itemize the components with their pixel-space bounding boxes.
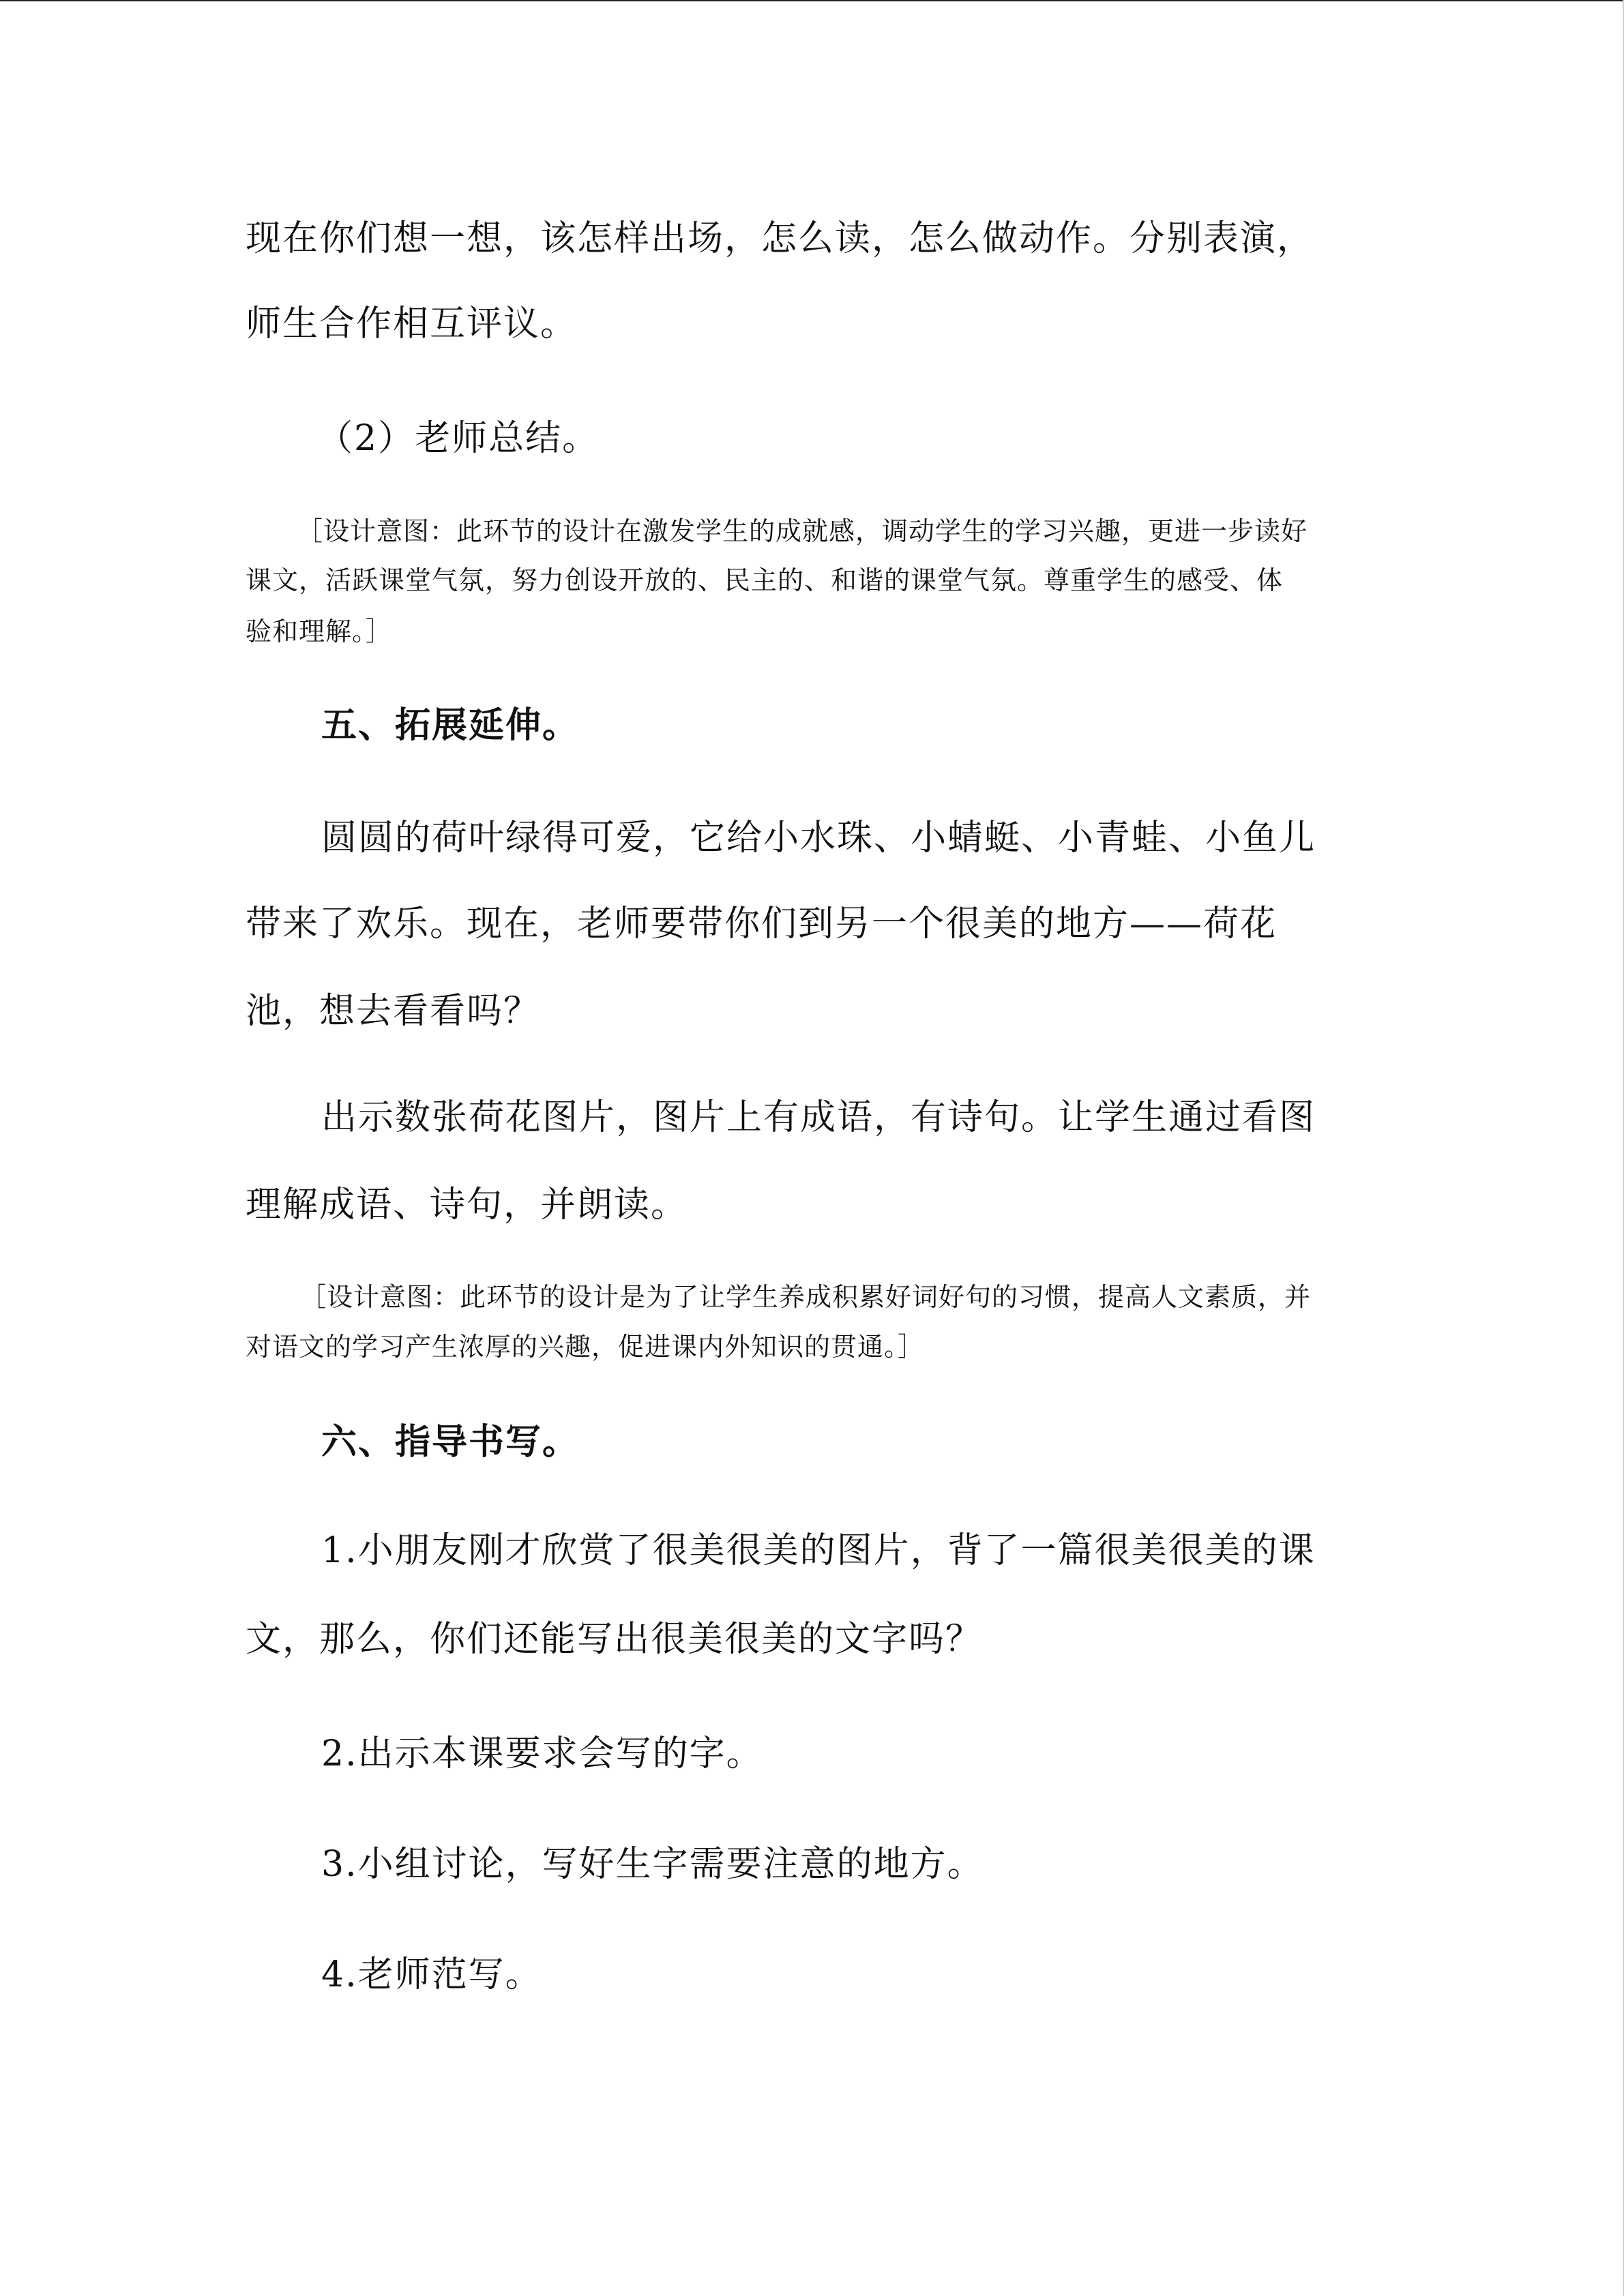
design-note-line: 对语文的学习产生浓厚的兴趣，促进课内外知识的贯通。］ bbox=[246, 1332, 925, 1362]
list-item-step-4: 4.老师范写。 bbox=[321, 1954, 542, 1995]
list-item-step-1: 1.小朋友刚才欣赏了很美很美的图片，背了一篇很美很美的课 bbox=[321, 1530, 1316, 1571]
design-note-line: 验和理解。］ bbox=[246, 616, 393, 646]
section-heading-extension: 五、拓展延伸。 bbox=[321, 704, 580, 746]
paragraph-line: 师生合作相互评议。 bbox=[246, 303, 578, 344]
design-note-line: 课文，活跃课堂气氛，努力创设开放的、民主的、和谐的课堂气氛。尊重学生的感受、体 bbox=[246, 565, 1284, 595]
paragraph-line: 现在你们想一想，该怎样出场，怎么读，怎么做动作。分别表演， bbox=[246, 218, 1314, 259]
design-note-line: ［设计意图：此环节的设计在激发学生的成就感，调动学生的学习兴趣，更进一步读好 bbox=[297, 516, 1308, 546]
design-note-line: ［设计意图：此环节的设计是为了让学生养成积累好词好句的习惯，提高人文素质，并 bbox=[300, 1282, 1312, 1312]
paragraph-line: 理解成语、诗句，并朗读。 bbox=[246, 1184, 688, 1225]
list-item-step-2: 2.出示本课要求会写的字。 bbox=[321, 1733, 763, 1774]
paragraph-line: 池，想去看看吗？ bbox=[246, 991, 541, 1032]
section-heading-writing-guidance: 六、指导书写。 bbox=[321, 1421, 580, 1463]
list-item-step-3: 3.小组讨论，写好生字需要注意的地方。 bbox=[321, 1844, 984, 1885]
page-top-border bbox=[0, 0, 1624, 1]
paragraph-line: 圆圆的荷叶绿得可爱，它给小水珠、小蜻蜓、小青蛙、小鱼儿 bbox=[321, 818, 1316, 859]
paragraph-line: 带来了欢乐。现在，老师要带你们到另一个很美的地方——荷花 bbox=[246, 904, 1278, 944]
list-item-step-1-continued: 文，那么，你们还能写出很美很美的文字吗？ bbox=[246, 1619, 983, 1660]
list-item-teacher-summary: （2）老师总结。 bbox=[317, 418, 600, 459]
paragraph-line: 出示数张荷花图片，图片上有成语，有诗句。让学生通过看图 bbox=[321, 1097, 1316, 1138]
